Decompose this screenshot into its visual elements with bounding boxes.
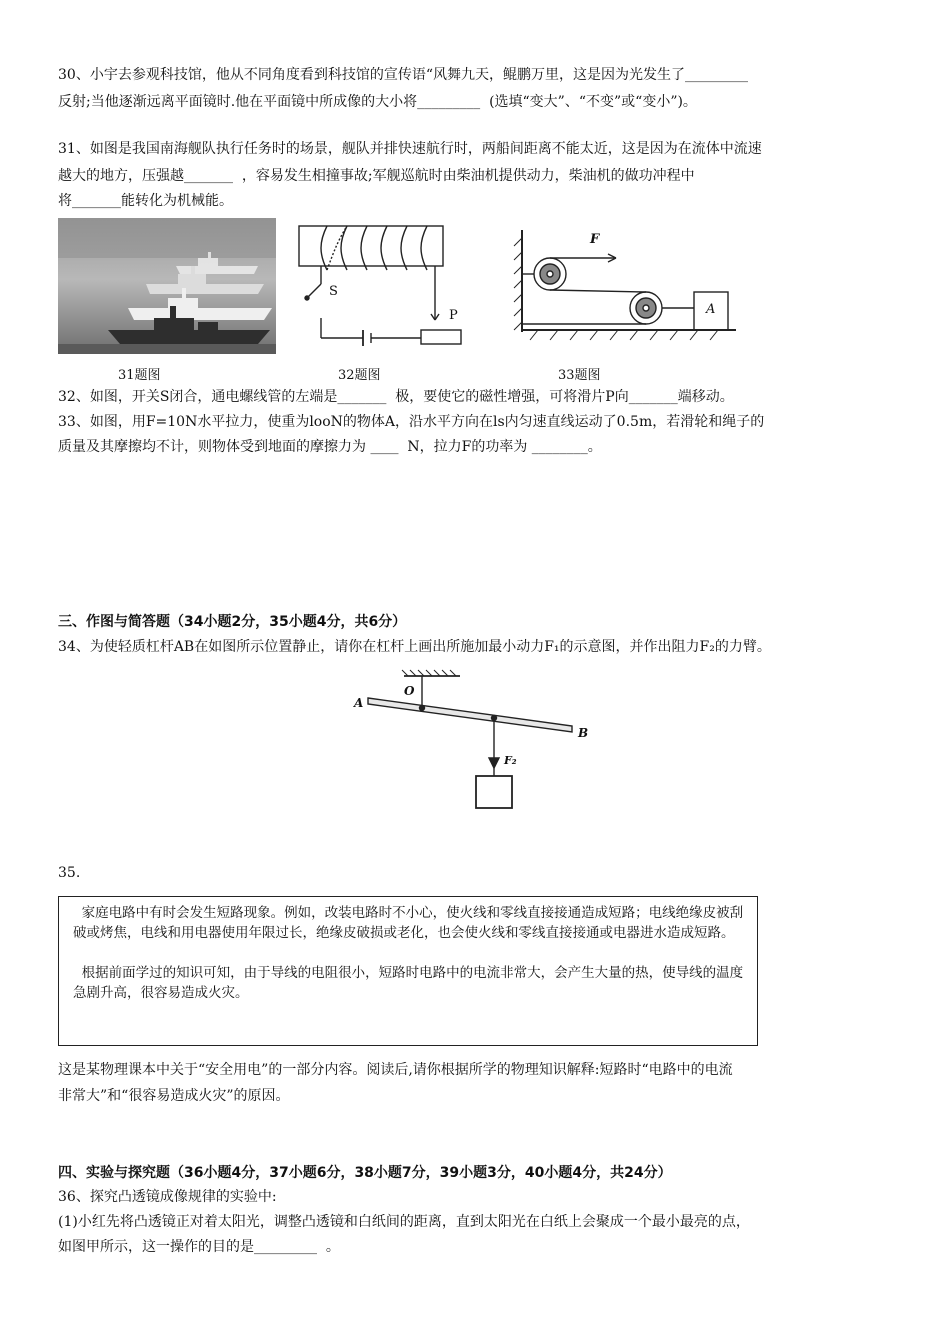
lever-label-a: A [354, 696, 364, 710]
caption-33: 33题图 [558, 368, 601, 383]
excerpt-paragraph-1: 家庭电路中有时会发生短路现象。例如，改装电路时不小心，使火线和零线直接接通造成短路；电线绝缘皮被刮破或烤焦，电线和用电器使用年限过长，绝缘皮破损或老化，也会使火线和零线直接接通或电器进水造成短路。 [73, 905, 744, 941]
q32-text: 32、如图，开关S闭合，通电螺线管的左端是_______ 极，要使它的磁性增强，可将滑片P向_______端移动。 [58, 389, 734, 405]
caption-32: 32题图 [338, 368, 381, 383]
lever-label-b: B [578, 726, 589, 740]
q33-line2: 质量及其摩擦均不计，则物体受到地面的摩擦力为 ____ N，拉力F的功率为 ________。 [58, 439, 602, 455]
solenoid-circuit-diagram [293, 218, 473, 354]
excerpt-paragraph-2: 根据前面学过的知识可知，由于导线的电阻很小，短路时电路中的电流非常大，会产生大量的热，使导线的温度急剧升高，很容易造成火灾。 [73, 965, 744, 1001]
q35-question-line2: 非常大”和“很容易造成火灾”的原因。 [58, 1088, 290, 1104]
warship-photo [58, 218, 276, 354]
q30-line1: 30、小宇去参观科技馆，他从不同角度看到科技馆的宣传语“风舞九天，鲲鹏万里，这是因为光发生了_________ [58, 67, 748, 83]
label-f: F [590, 232, 600, 247]
textbook-excerpt-box [58, 896, 758, 1046]
q31-line1: 31、如图是我国南海舰队执行任务时的场景，舰队并排快速航行时，两船间距离不能太近，这是因为在流体中流速 [58, 141, 762, 157]
q36-part1-line2: 如图甲所示，这一操作的目的是_________ 。 [58, 1239, 340, 1255]
lever-label-o: O [404, 684, 415, 698]
q31-line2: 越大的地方，压强越_______ ，容易发生相撞事故;军舰巡航时由柴油机提供动力，柴油机的做功冲程中 [58, 168, 695, 184]
q35-question-line1: 这是某物理课本中关于“安全用电”的一部分内容。阅读后,请你根据所学的物理知识解释:短路时“电路中的电流 [58, 1062, 733, 1078]
section4-heading: 四、实验与探究题（36小题4分，37小题6分，38小题7分，39小题3分，40小题4分，共24分） [58, 1165, 672, 1181]
fixed-pulley-icon [534, 258, 566, 290]
q35-label: 35. [58, 865, 81, 881]
label-s: S [329, 284, 338, 299]
q33-line1: 33、如图，用F=10N水平拉力，使重为looN的物体A，沿水平方向在ls内匀速直线运动了0.5m，若滑轮和绳子的 [58, 414, 765, 430]
label-p: P [449, 308, 458, 323]
caption-31: 31题图 [118, 368, 161, 383]
lever-label-f2: F₂ [504, 754, 517, 767]
section3-heading: 三、作图与简答题（34小题2分，35小题4分，共6分） [58, 614, 407, 630]
label-a: A [706, 302, 716, 317]
lever-diagram [350, 668, 600, 818]
movable-pulley-icon [630, 292, 662, 324]
q36-text: 36、探究凸透镜成像规律的实验中: [58, 1189, 277, 1205]
coil-windings-icon [321, 226, 427, 270]
q31-line3: 将_______能转化为机械能。 [58, 193, 233, 209]
q30-line2: 反射;当他逐渐远离平面镜时.他在平面镜中所成像的大小将_________ (选填“变大”、“不变”或“变小”)。 [58, 94, 697, 110]
q36-part1-line1: (1)小红先将凸透镜正对着太阳光，调整凸透镜和白纸间的距离，直到太阳光在白纸上会聚成一个最小最亮的点， [58, 1214, 750, 1230]
q34-text: 34、为使轻质杠杆AB在如图所示位置静止，请你在杠杆上画出所施加最小动力F₁的示意图，并作出阻力F₂的力臂。 [58, 639, 771, 655]
pulley-diagram [508, 222, 748, 352]
